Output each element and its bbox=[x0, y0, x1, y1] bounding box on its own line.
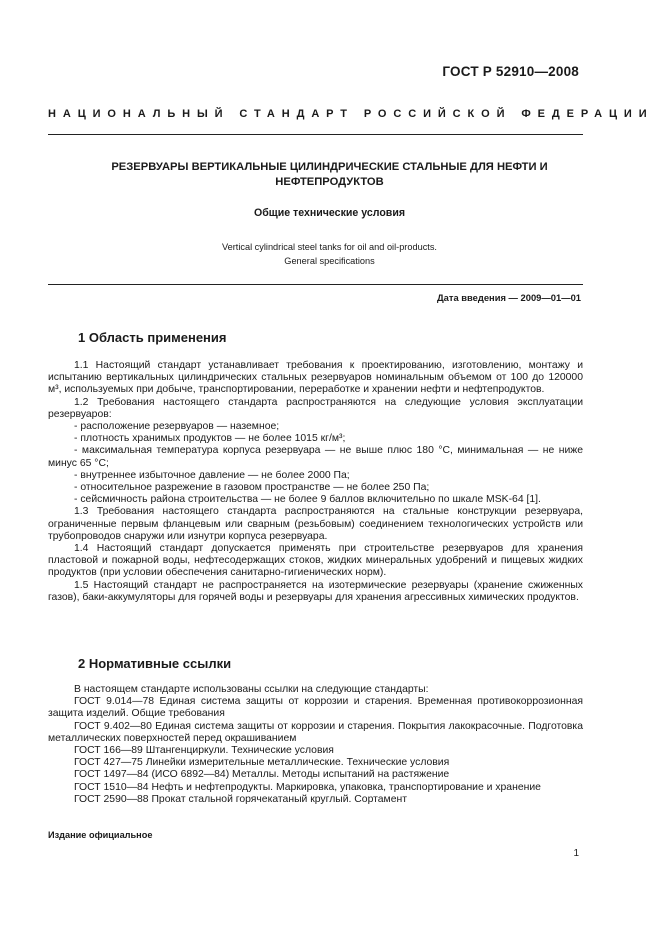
list-item: - сейсмичность района строительства — не более 9 баллов включительно по шкале MSK-64 [1]. bbox=[74, 494, 541, 506]
reference-item: ГОСТ 1497—84 (ИСО 6892—84) Металлы. Методы испытаний на растяжение bbox=[74, 769, 450, 781]
official-edition-note: Издание официальное bbox=[48, 830, 153, 840]
list-item: - относительное разрежение в газовом пространстве — не более 250 Па; bbox=[74, 482, 430, 494]
reference-item: ГОСТ 2590—88 Прокат стальной горячекатаный круглый. Сортамент bbox=[74, 793, 407, 805]
section-2-heading: 2 Нормативные ссылки bbox=[78, 656, 232, 671]
top-divider bbox=[48, 134, 583, 135]
document-code: ГОСТ Р 52910—2008 bbox=[442, 64, 579, 79]
english-title-line-1: Vertical cylindrical steel tanks for oil and oil-products. bbox=[222, 242, 437, 252]
english-title-line-2: General specifications bbox=[284, 256, 375, 266]
paragraph-1-3: 1.3 Требования настоящего стандарта распространяются на стальные конструкции резервуара, ограниченные первым фланцевым или сварным (резьбовым) соединением технологических устройств или трубопроводов снаружи или изнутри корпуса резервуара. bbox=[48, 506, 583, 542]
section-1-heading: 1 Область применения bbox=[78, 330, 227, 345]
section-2-body bbox=[48, 684, 583, 806]
reference-item: ГОСТ 1510—84 Нефть и нефтепродукты. Маркировка, упаковка, транспортирование и хранение bbox=[74, 781, 541, 793]
section-1-body bbox=[48, 360, 583, 604]
document-title bbox=[78, 160, 581, 190]
reference-item: ГОСТ 166—89 Штангенциркули. Технические условия bbox=[74, 745, 334, 757]
title-line-2: НЕФТЕПРОДУКТОВ bbox=[275, 176, 384, 188]
references-intro: В настоящем стандарте использованы ссылки на следующие стандарты: bbox=[74, 684, 429, 695]
introduction-date: Дата введения — 2009—01—01 bbox=[436, 292, 581, 303]
list-item: - внутреннее избыточное давление — не более 2000 Па; bbox=[74, 469, 350, 481]
paragraph-1-1: 1.1 Настоящий стандарт устанавливает требования к проектированию, изготовлению, монтажу и испытанию вертикальных цилиндрических стальных резервуаров номинальным объемом от 100 до 120000 м³, используемых при добыче, транспортировании, переработке и хранении нефти и нефтепродуктов. bbox=[48, 360, 583, 396]
paragraph-1-4: 1.4 Настоящий стандарт допускается применять при строительстве резервуаров для хранения пластовой и пожарной воды, нефтесодержащих стоков, жидких минеральных удобрений и пищевых жидких продуктов (при условии обеспечения санитарно-гигиенических норм). bbox=[48, 543, 583, 579]
list-item: - расположение резервуаров — наземное; bbox=[74, 421, 280, 433]
english-title bbox=[78, 240, 581, 268]
title-divider bbox=[48, 284, 583, 285]
page-number: 1 bbox=[573, 848, 579, 859]
reference-item: ГОСТ 9.014—78 Единая система защиты от коррозии и старения. Временная противокоррозионная защита изделий. Общие требования bbox=[48, 696, 583, 720]
list-item: - максимальная температура корпуса резервуара — не выше плюс 180 °С, минимальная — не ниже минус 65 °С; bbox=[48, 445, 583, 469]
national-standard-heading: НАЦИОНАЛЬНЫЙ СТАНДАРТ РОССИЙСКОЙ ФЕДЕРАЦИИ bbox=[48, 108, 654, 120]
paragraph-1-2: 1.2 Требования настоящего стандарта распространяются на следующие условия эксплуатации резервуаров: bbox=[48, 396, 583, 420]
reference-item: ГОСТ 9.402—80 Единая система защиты от коррозии и старения. Покрытия лакокрасочные. Подготовка металлических поверхностей перед окрашиванием bbox=[48, 720, 583, 744]
document-subtitle: Общие технические условия bbox=[253, 207, 406, 219]
title-line-1: РЕЗЕРВУАРЫ ВЕРТИКАЛЬНЫЕ ЦИЛИНДРИЧЕСКИЕ СТАЛЬНЫЕ ДЛЯ НЕФТИ И bbox=[111, 161, 548, 173]
list-item: - плотность хранимых продуктов — не более 1015 кг/м³; bbox=[74, 433, 346, 445]
reference-item: ГОСТ 427—75 Линейки измерительные металлические. Технические условия bbox=[74, 757, 450, 769]
paragraph-1-5: 1.5 Настоящий стандарт не распространяется на изотермические резервуары (хранение сжиженных газов), баки-аккумуляторы для горячей воды и резервуары для хранения агрессивных химических продуктов. bbox=[48, 579, 583, 603]
